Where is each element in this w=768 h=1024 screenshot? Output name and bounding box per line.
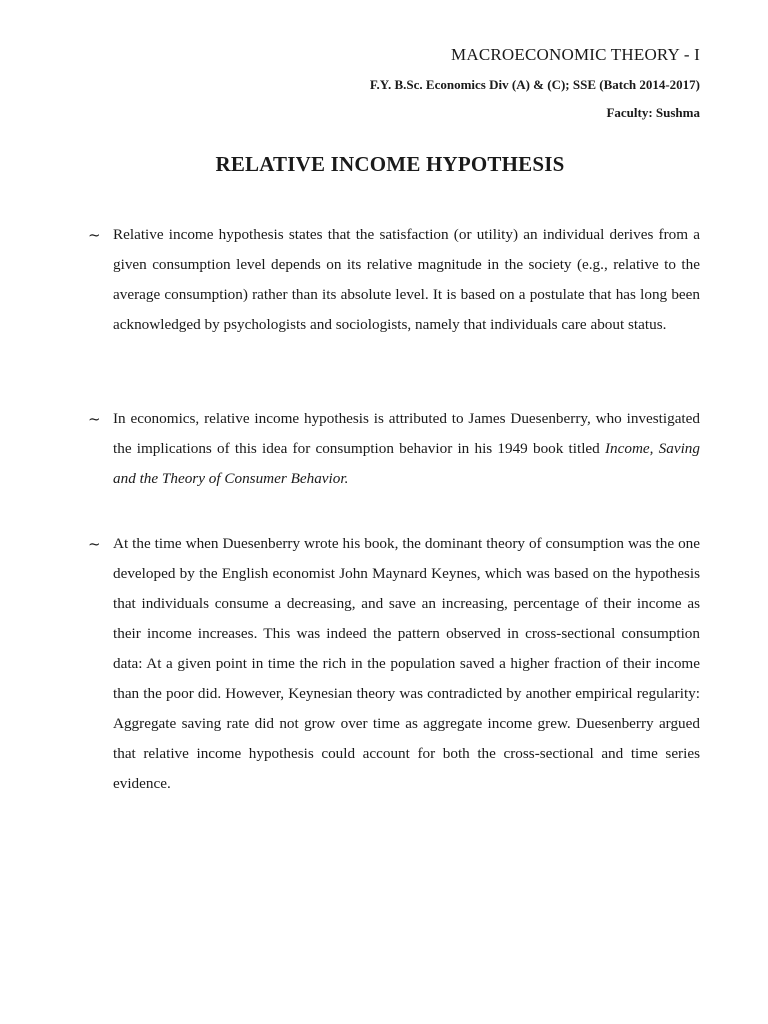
paragraph-text: Relative income hypothesis states that the satisfaction (or utility) an individual derives from a given consumption level depends on its relative magnitude in the society (e.g., relative to the average consumption) rather than its absolute level. It is based on a postulate that has long been acknowledged by psychologists and sociologists, namely that individuals care about status.: [113, 226, 700, 333]
bullet-paragraph-2: [88, 404, 700, 494]
paragraph-text: At the time when Duesenberry wrote his book, the dominant theory of consumption was the one developed by the English economist John Maynard Keynes, which was based on the hypothesis that individuals consume a decreasing, and save an increasing, percentage of their income as their income increases. This was indeed the pattern observed in cross-sectional consumption data: At a given point in time the rich in the population saved a higher fraction of their income than the poor did. However, Keynesian theory was contradicted by another empirical regularity: Aggregate saving rate did not grow over time as aggregate income grew. Duesenberry argued that relative income hypothesis could account for both the cross-sectional and time series evidence.: [113, 535, 700, 792]
paragraph-text: [113, 404, 700, 494]
bullet-paragraph-1: [88, 220, 700, 340]
faculty-info: Faculty: Sushma: [606, 105, 700, 120]
bullet-marker: ~: [88, 226, 101, 244]
bullet-marker: ~: [88, 410, 101, 428]
paragraph-text-part: In economics, relative income hypothesis is attributed to James Duesenberry, who investigated the implications of this idea for consumption behavior in his 1949 book titled: [113, 410, 700, 457]
course-title: MACROECONOMIC THEORY - I: [451, 45, 700, 64]
bullet-marker: ~: [88, 535, 101, 553]
batch-info: F.Y. B.Sc. Economics Div (A) & (C); SSE (Batch 2014-2017): [369, 77, 700, 92]
bullet-paragraph-3: [88, 529, 700, 799]
book-title: Income, Saving and the Theory of Consumer Behavior.: [113, 440, 700, 487]
document-header: [370, 44, 700, 122]
page-title: RELATIVE INCOME HYPOTHESIS: [215, 152, 565, 176]
